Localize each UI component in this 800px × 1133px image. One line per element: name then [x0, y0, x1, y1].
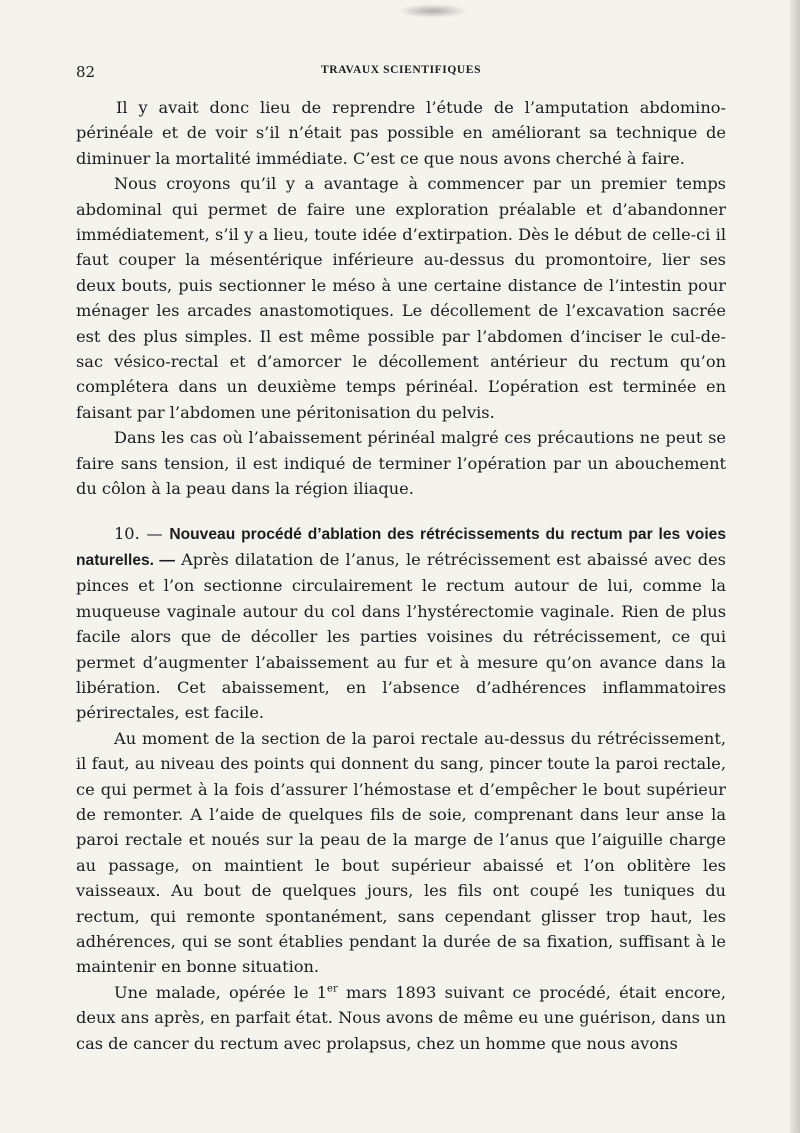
- page-header: [76, 63, 726, 81]
- scan-mark: [398, 4, 468, 18]
- page-edge-shadow: [790, 0, 800, 1133]
- running-head: TRAVAUX SCIENTIFIQUES: [320, 64, 482, 76]
- section-paragraph-1: Après dilatation de l’anus, le rétrécissement est abaissé avec des pinces et l’on sectionne circulairement le rectum autour de lui, comme la muqueuse vaginale autour du col dans l’hystérectomie vaginale. Rien de plus facile alors que de décoller les parties voisines du rétrécissement, ce qui permet d’augmenter l’abaissement au fur et à mesure qu’on avance dans la libération. Cet abaissement, en l’absence d’adhérences inflammatoires périrectales, est facile.: [76, 549, 726, 723]
- section-10-intro: [76, 521, 726, 726]
- paragraph-3: Dans les cas où l’abaissement périnéal malgré ces précautions ne peut se faire sans tension, il est indiqué de terminer l’opération par un abouchement du côlon à la peau dans la région iliaque.: [76, 428, 726, 499]
- section-title: Nouveau procédé d’ablation des rétrécissements du rectum par les voies naturelles. —: [76, 525, 726, 569]
- section-paragraph-3: [76, 980, 726, 1056]
- paragraph-1: Il y avait donc lieu de reprendre l’étude de l’amputation abdomino-périnéale et de voir s’il n’était pas possible en améliorant sa technique de diminuer la mortalité immédiate. C’est ce que nous avons cherché à faire.: [76, 98, 726, 168]
- body-text: [76, 95, 726, 1056]
- section-number: 10. —: [114, 523, 163, 543]
- page-number: 82: [76, 63, 96, 81]
- paragraph-2: Nous croyons qu’il y a avantage à commencer par un premier temps abdominal qui permet de faire une exploration préalable et d’abandonner immédiatement, s’il y a lieu, toute idée d’extirpation. Dès le début de celle-ci il faut couper la mésentérique inférieure au-dessus du promontoire, lier ses deux bouts, puis sectionner le méso à une certaine distance de l’intestin pour ménager les arcades anastomotiques. Le décollement de l’excavation sacrée est des plus simples. Il est même possible par l’abdomen d’inciser le cul-de-sac vésico-rectal et d’amorcer le décollement antérieur du rectum qu’on complétera dans un deuxième temps périnéal. L’opération est terminée en faisant par l’abdomen une péritonisation du pelvis.: [76, 174, 726, 422]
- paragraph-3-end: mars 1893 suivant ce procédé, était encore, deux ans après, en parfait état. Nous avons de même eu une guérison, dans un cas de cancer du rectum avec prolapsus, chez un homme que nous avons: [76, 982, 726, 1053]
- ordinal-superscript: er: [327, 983, 338, 995]
- paragraph-3-start: Une malade, opérée le 1: [114, 982, 328, 1002]
- section-paragraph-2: Au moment de la section de la paroi rectale au-dessus du rétrécissement, il faut, au niveau des points qui donnent du sang, pincer toute la paroi rectale, ce qui permet à la fois d’assurer l’hémostase et d’empêcher le bout supérieur de remonter. A l’aide de quelques fils de soie, comprenant dans leur anse la paroi rectale et noués sur la peau de la marge de l’anus que l’aiguille charge au passage, on maintient le bout supérieur abaissé et l’on oblitère les vaisseaux. Au bout de quelques jours, les fils ont coupé les tuniques du rectum, qui remonte spontanément, sans cependant glisser trop haut, les adhérences, qui se sont établies pendant la durée de sa fixation, suffisant à le maintenir en bonne situation.: [76, 728, 726, 977]
